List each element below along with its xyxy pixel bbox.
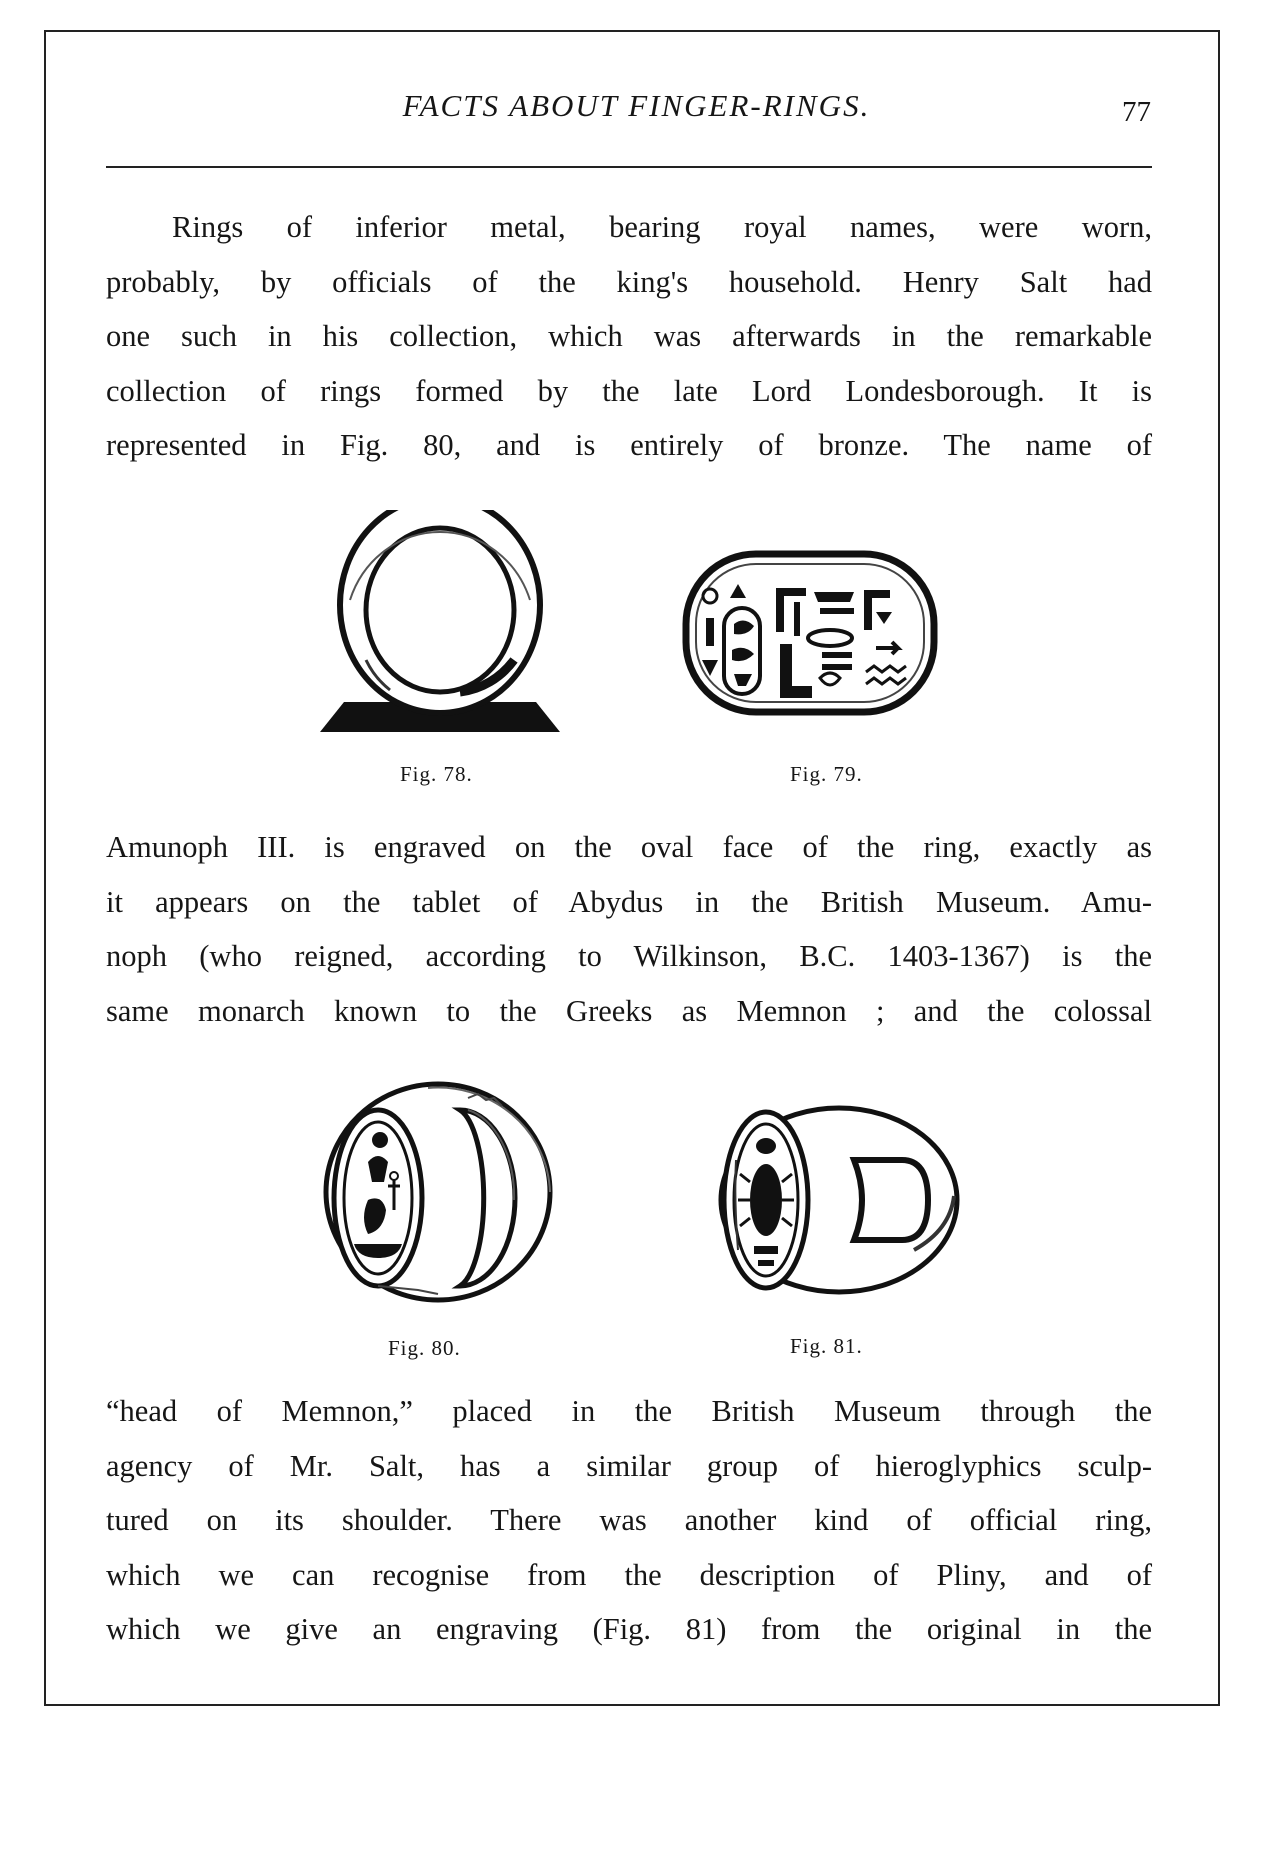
text-line: represented in Fig. 80, and is entirely of bronze. The name of [106,428,1152,462]
text-line: one such in his collection, which was afterwards in the remarkable [106,319,1152,353]
fig-78-caption: Fig. 78. [400,762,473,786]
paragraph-2 [106,820,1152,1038]
text-line: agency of Mr. Salt, has a similar group of hieroglyphics sculp- [106,1448,1152,1483]
fig-78-illustration [310,510,570,750]
header-rule [106,166,1152,168]
running-head: FACTS ABOUT FINGER-RINGS. [402,88,871,123]
fig-81-caption: Fig. 81. [790,1334,863,1358]
page-number: 77 [1122,96,1151,128]
text-line: same monarch known to the Greeks as Memnon ; and the colossal [106,993,1152,1028]
text-line: tured on its shoulder. There was another kind of official ring, [106,1503,1152,1537]
fig-79-caption: Fig. 79. [790,762,863,786]
paragraph-1 [106,200,1152,473]
fig-80-illustration [318,1080,558,1310]
paragraph-3 [106,1384,1152,1657]
text-line: collection of rings formed by the late Lord Londesborough. It is [106,373,1152,408]
text-line: which we can recognise from the description of Pliny, and of [106,1557,1152,1592]
text-line: Amunoph III. is engraved on the oval face of the ring, exactly as [106,830,1152,864]
fig-80-caption: Fig. 80. [388,1336,461,1360]
fig-79-illustration [680,548,940,718]
fig-81-illustration [714,1100,964,1300]
text-line: which we give an engraving (Fig. 81) from the original in the [106,1612,1152,1646]
text-line: “head of Memnon,” placed in the British Museum through the [106,1394,1152,1428]
text-line: noph (who reigned, according to Wilkinson, B.C. 1403-1367) is the [106,939,1152,973]
text-line: it appears on the tablet of Abydus in the British Museum. Amu- [106,884,1152,919]
text-line: Rings of inferior metal, bearing royal names, were worn, [172,210,1152,244]
text-line: probably, by officials of the king's household. Henry Salt had [106,264,1152,299]
